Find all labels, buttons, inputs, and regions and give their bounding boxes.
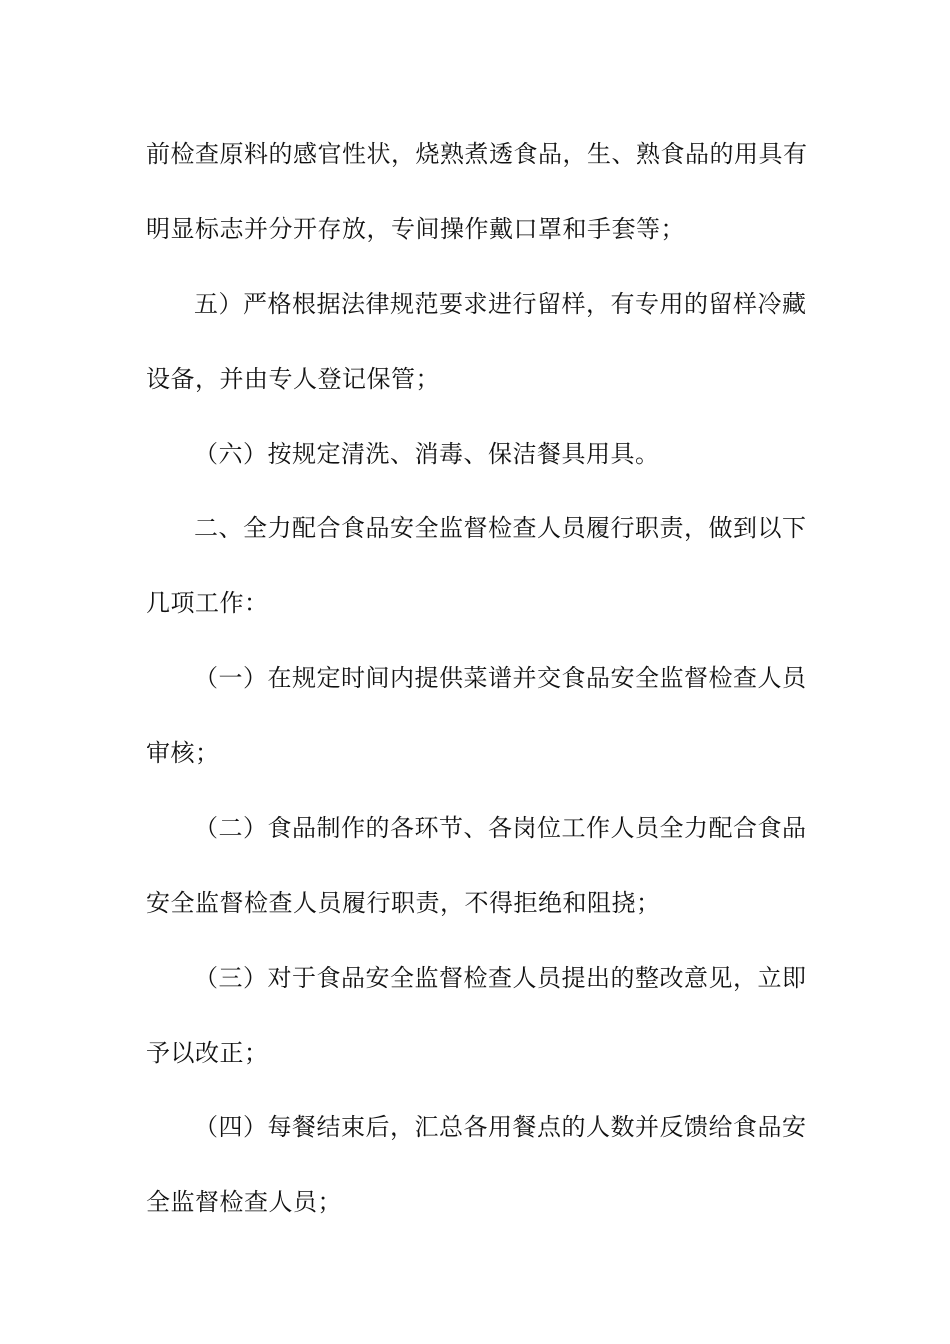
text-line: （四）每餐结束后，汇总各用餐点的人数并反馈给食品安 [194,1113,807,1141]
text-line: 审核； [146,739,220,767]
text-line: 明显标志并分开存放，专间操作戴口罩和手套等； [146,215,685,243]
text-line: 安全监督检查人员履行职责，不得拒绝和阻挠； [146,889,661,917]
text-line: 二、全力配合食品安全监督检查人员履行职责，做到以下 [194,514,807,542]
text-line: 五）严格根据法律规范要求进行留样，有专用的留样冷藏 [194,290,807,318]
text-line: （二）食品制作的各环节、各岗位工作人员全力配合食品 [194,814,807,842]
text-line: 几项工作： [146,589,269,617]
text-line: 前检查原料的感官性状，烧熟煮透食品，生、熟食品的用具有 [146,140,808,168]
text-line: 全监督检查人员； [146,1188,342,1216]
text-line: 予以改正； [146,1039,269,1067]
text-line: （一）在规定时间内提供菜谱并交食品安全监督检查人员 [194,664,807,692]
text-line: 设备，并由专人登记保管； [146,365,440,393]
text-line: （六）按规定清洗、消毒、保洁餐具用具。 [194,440,660,468]
text-line: （三）对于食品安全监督检查人员提出的整改意见，立即 [194,964,807,992]
